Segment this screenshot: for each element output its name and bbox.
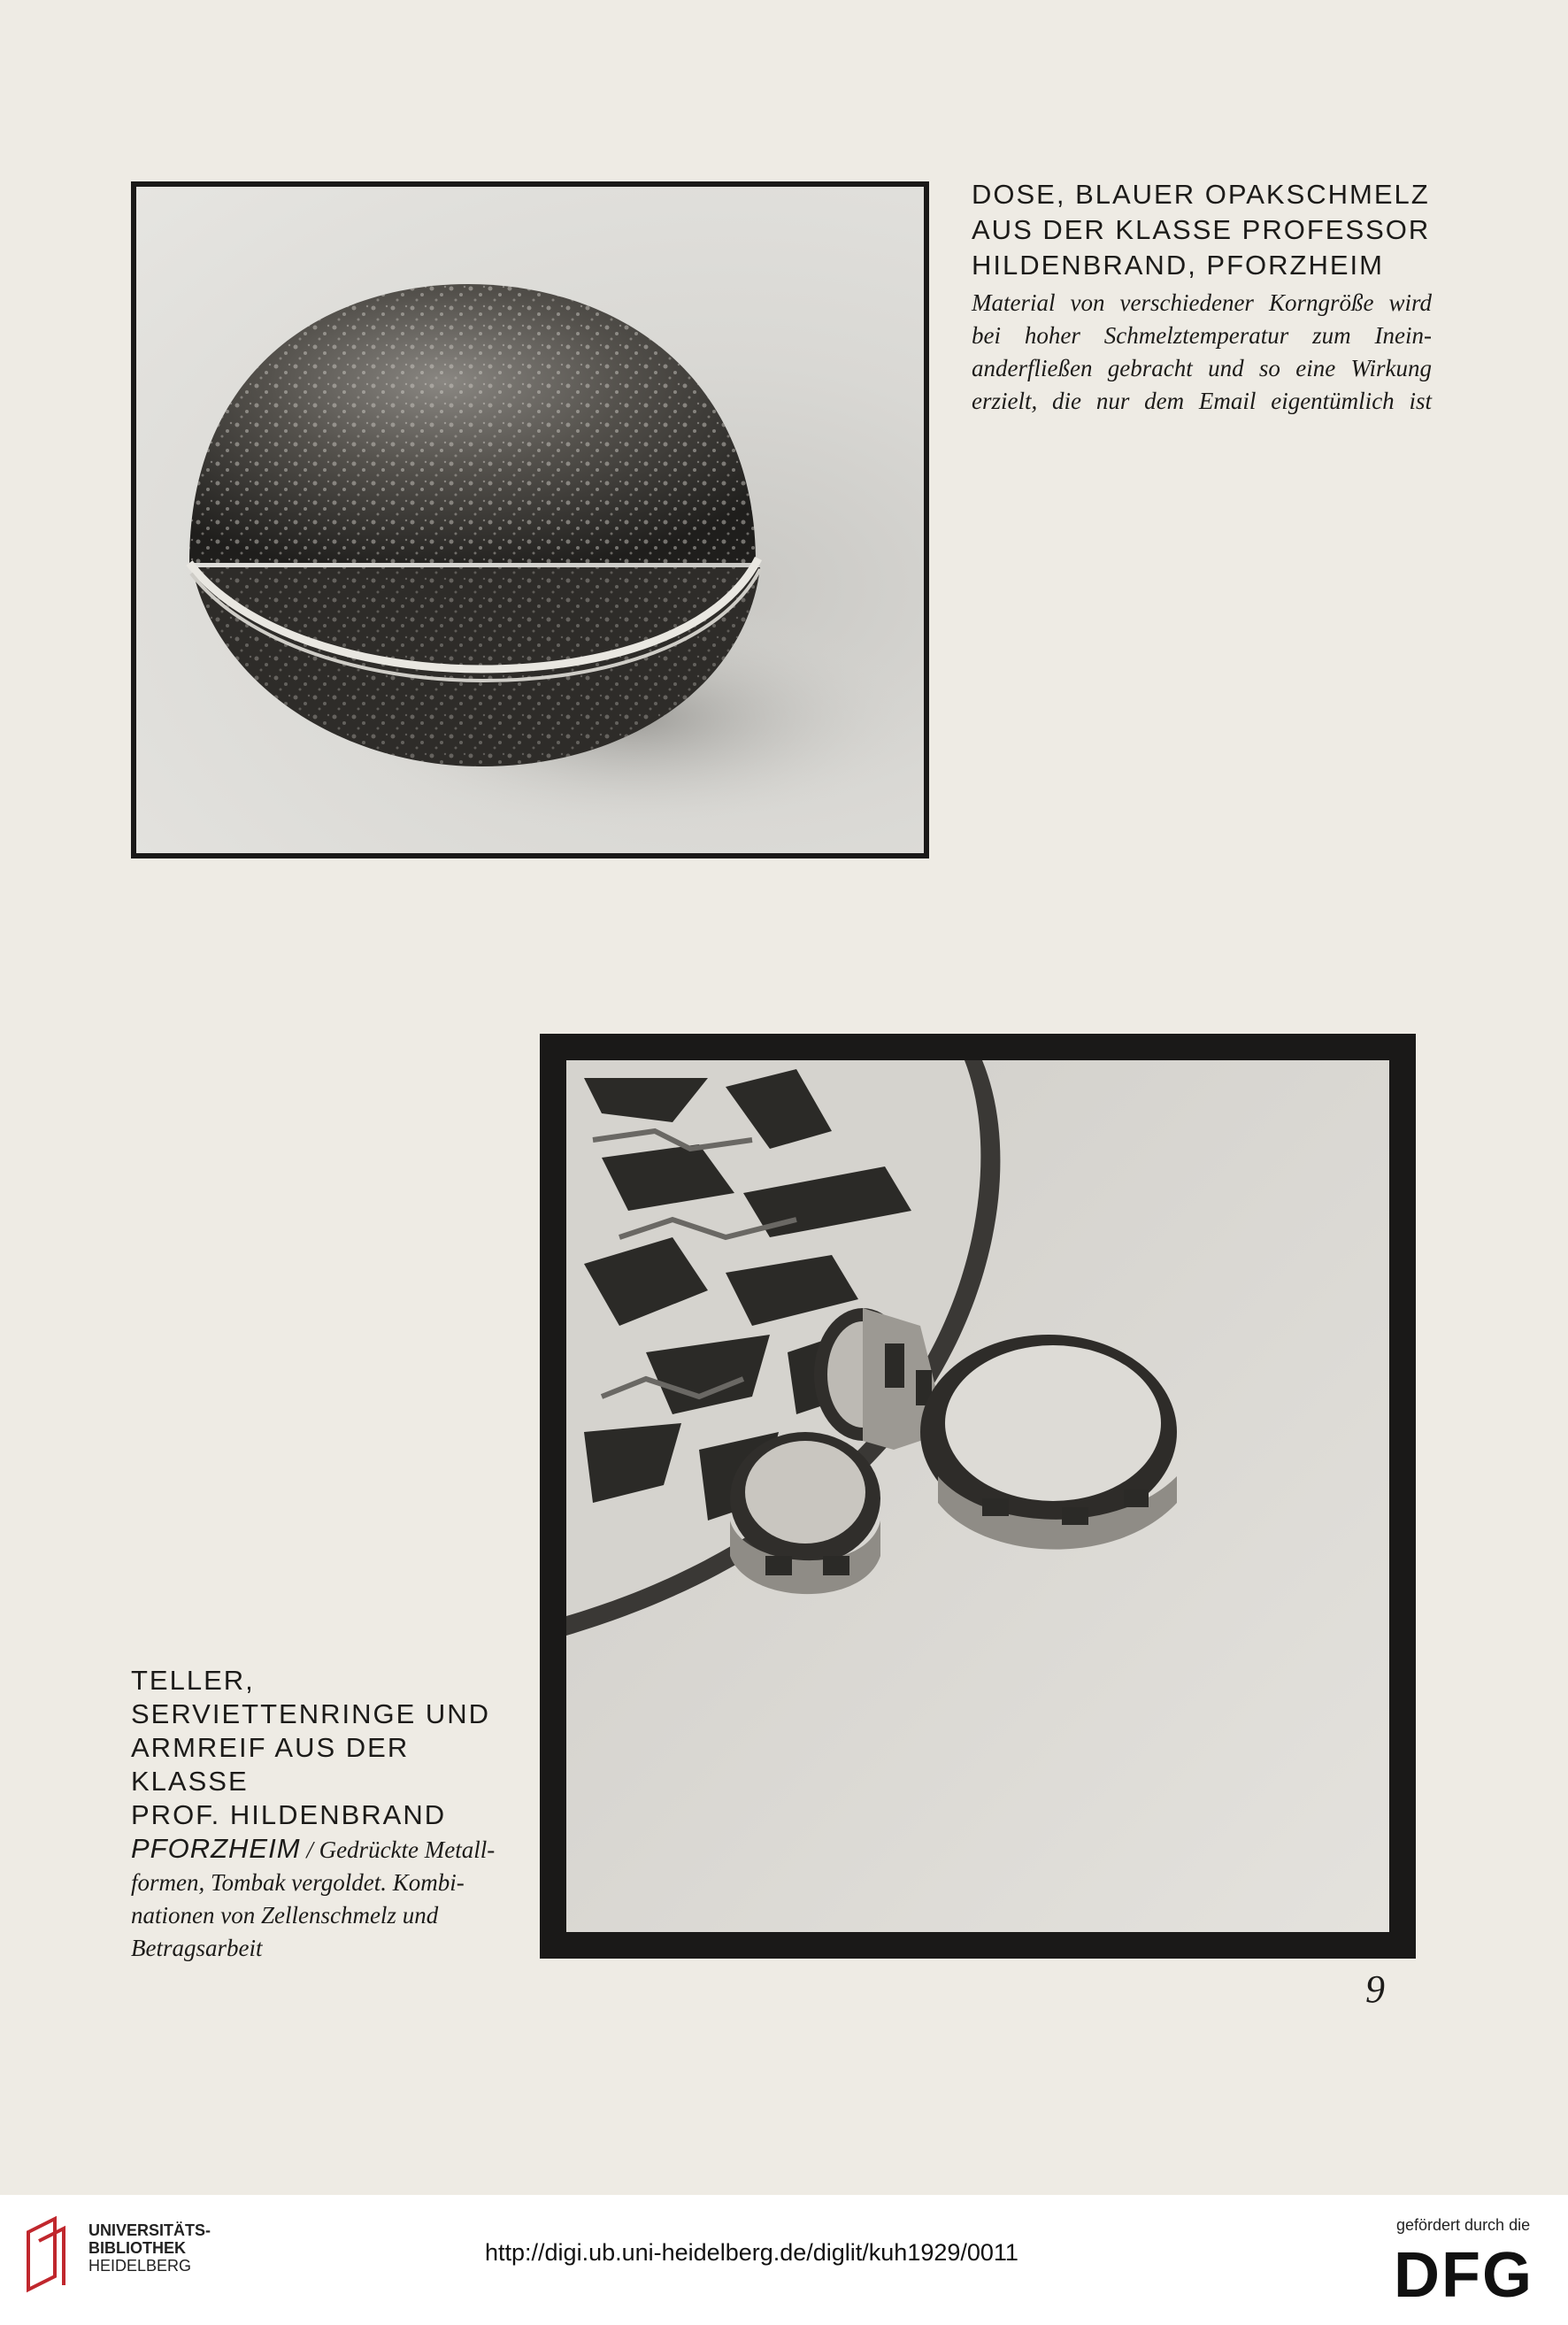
library-name-line: UNIVERSITÄTS- (88, 2221, 211, 2239)
library-name-line: HEIDELBERG (88, 2257, 192, 2275)
photo-plate-and-rings (540, 1034, 1416, 1959)
description-line: erzielt, die nur dem Email eigentümlich ist (972, 388, 1432, 414)
photo-enamel-box (131, 181, 929, 858)
description-line: nationen von Zellenschmelz und (131, 1902, 439, 1929)
plate-and-rings-illustration (566, 1060, 1389, 1932)
caption-enamel-box-description (972, 287, 1432, 418)
title-line: HILDENBRAND, PFORZHEIM (972, 250, 1384, 281)
enamel-box-illustration (136, 187, 924, 853)
description-line: formen, Tombak vergoldet. Kombi- (131, 1869, 465, 1896)
funding-label: gefördert durch die (1396, 2216, 1531, 2234)
description-line: Material von verschiedener Korngröße wird (972, 289, 1432, 316)
caption-enamel-box-title (972, 177, 1432, 283)
title-line: TELLER, (131, 1665, 255, 1696)
footer-bar (0, 2195, 1568, 2325)
caption-place: PFORZHEIM (131, 1833, 301, 1864)
caption-separator: / (300, 1836, 319, 1863)
caption-plate-and-rings-description (131, 1832, 511, 1965)
library-name (88, 2221, 211, 2275)
title-line: AUS DER KLASSE PROFESSOR (972, 214, 1431, 245)
caption-plate-and-rings-title (131, 1664, 511, 1832)
description-line: anderfließen gebracht und so eine Wirkung (972, 355, 1432, 381)
title-line: SERVIETTENRINGE UND (131, 1698, 491, 1729)
description-line: Betragsarbeit (131, 1935, 263, 1961)
description-line: Gedrückte Metall- (319, 1836, 496, 1863)
caption-plate-and-rings (131, 1664, 511, 1965)
dfg-logo: DFG (1394, 2240, 1533, 2311)
title-line: PROF. HILDENBRAND (131, 1799, 447, 1830)
university-library-logo-icon (19, 2214, 73, 2294)
description-line: bei hoher Schmelztemperatur zum Inein- (972, 322, 1432, 349)
permalink-url[interactable]: http://digi.ub.uni-heidelberg.de/diglit/kuh1929/0011 (485, 2239, 1018, 2266)
page-number: 9 (1365, 1967, 1385, 2011)
library-name-line: BIBLIOTHEK (88, 2239, 186, 2257)
title-line: DOSE, BLAUER OPAKSCHMELZ (972, 179, 1430, 210)
title-line: ARMREIF AUS DER KLASSE (131, 1732, 410, 1797)
caption-enamel-box (972, 177, 1432, 418)
